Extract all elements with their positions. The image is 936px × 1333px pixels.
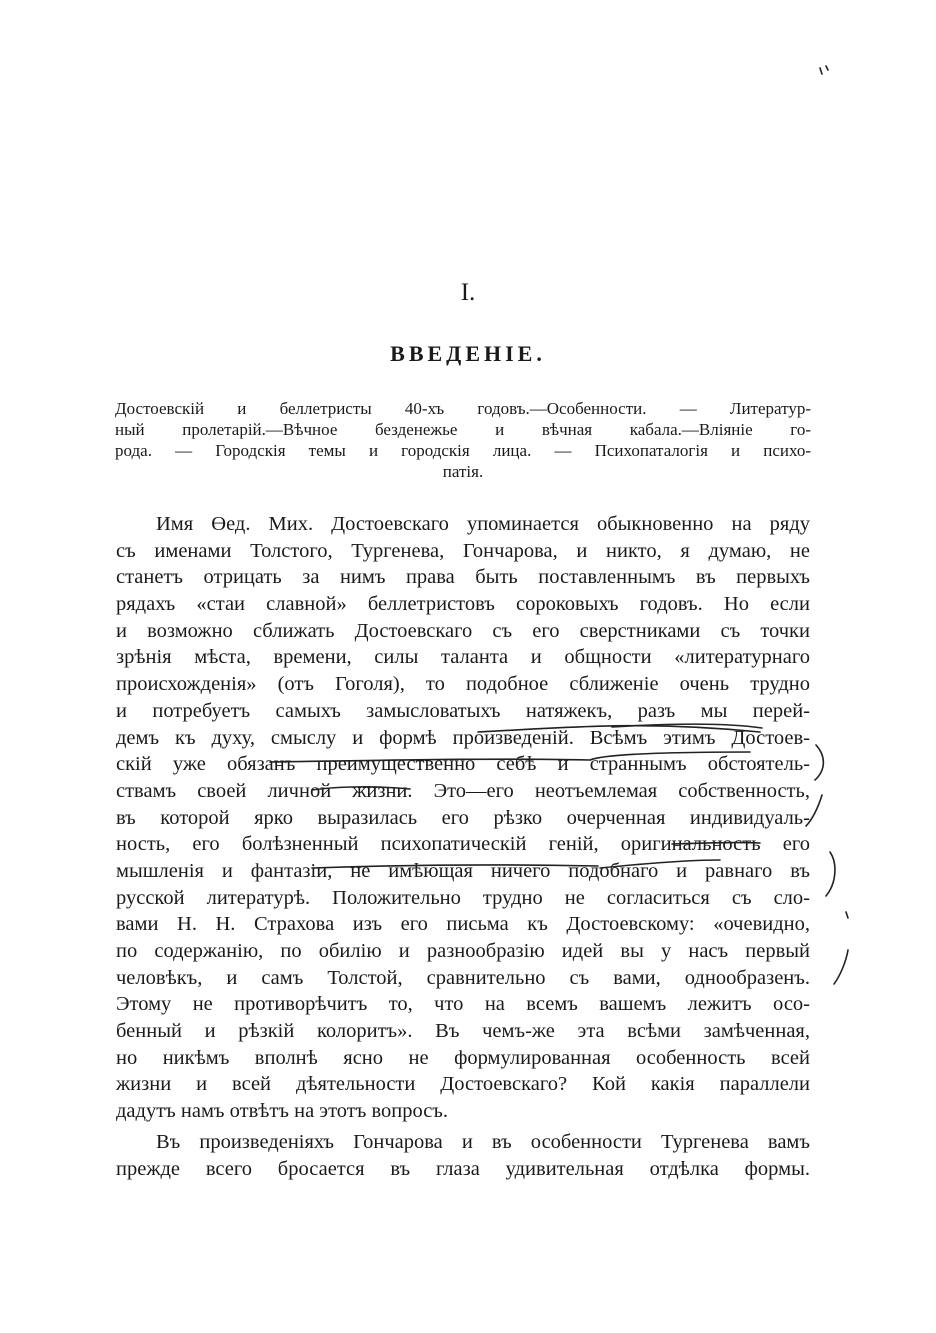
- text-line: скій уже обязанъ преимущественно себѣ и страннымъ обстоятель-: [116, 753, 810, 776]
- text-line: станетъ отрицать за нимъ права быть поставленнымъ въ первыхъ: [116, 566, 810, 589]
- text-line: ствамъ своей личной жизни. Это—его неотъемлемая собственность,: [116, 779, 810, 802]
- text-line: жизни и всей дѣятельности Достоевскаго? Кой какія параллели: [116, 1073, 810, 1096]
- text-line: съ именами Толстого, Тургенева, Гончарова, и никто, я думаю, не: [116, 539, 810, 562]
- margin-mark: [826, 852, 835, 896]
- text-line: прежде всего бросается въ глаза удивительная отдѣлка формы.: [116, 1157, 810, 1180]
- text-line: ность, его болѣзненный психопатическій геній, оригинальность его: [116, 833, 810, 856]
- chapter-title: ВВЕДЕНІЕ.: [390, 341, 546, 366]
- text-line: но никѣмъ вполнѣ ясно не формулированная особенность всей: [116, 1046, 810, 1069]
- margin-mark: [815, 745, 823, 780]
- summary-line: рода. — Городскія темы и городскія лица. — Психопаталогія и психо-: [115, 441, 811, 460]
- text-line: и потребуетъ самыхъ замысловатыхъ натяжекъ, разъ мы перей-: [116, 699, 810, 722]
- text-line: бенный и рѣзкій колоритъ». Въ чемъ-же эта всѣми замѣченная,: [116, 1020, 810, 1043]
- margin-mark: [834, 950, 848, 984]
- summary-line: Достоевскій и беллетристы 40-хъ годовъ.—Особенности. — Литератур-: [115, 399, 811, 418]
- summary-line: патія.: [442, 462, 484, 481]
- text-line: вами Н. Н. Страхова изъ его письма къ Достоевскому: «очевидно,: [116, 913, 810, 936]
- chapter-number: I.: [460, 279, 476, 306]
- text-line: зрѣнія мѣста, времени, силы таланта и общности «литературнаго: [116, 646, 810, 669]
- text-line: дадутъ намъ отвѣтъ на этотъ вопросъ.: [116, 1100, 449, 1123]
- text-line: по содержанію, по обилію и разнообразію идей вы у насъ первый: [116, 940, 810, 962]
- text-line: демъ къ духу, смыслу и формѣ произведеній. Всѣмъ этимъ Достоев-: [116, 726, 810, 749]
- text-line: и возможно сближать Достоевскаго съ его сверстниками съ точки: [116, 619, 810, 642]
- text-line: Имя Өед. Мих. Достоевскаго упоминается обыкновенно на ряду: [156, 513, 810, 535]
- text-line: Въ произведеніяхъ Гончарова и въ особенности Тургенева вамъ: [156, 1130, 810, 1153]
- text-line: происхожденія» (отъ Гоголя), то подобное сближеніе очень трудно: [116, 673, 810, 696]
- text-line: человѣкъ, и самъ Толстой, сравнительно съ вами, однообразенъ.: [116, 966, 810, 989]
- summary-line: ный пролетарій.—Вѣчное безденежье и вѣчная кабала.—Вліяніе го-: [115, 420, 811, 439]
- body-text: [116, 511, 810, 1182]
- margin-mark: [820, 66, 828, 74]
- text-line: рядахъ «стаи славной» беллетристовъ сороковыхъ годовъ. Но если: [116, 593, 810, 616]
- text-line: мышленія и фантазіи, не имѣющая ничего подобнаго и равнаго въ: [116, 859, 810, 882]
- text-line: русской литературѣ. Положительно трудно не согласиться съ сло-: [116, 886, 810, 909]
- chapter-summary: [115, 398, 811, 482]
- text-line: Этому не противорѣчитъ то, что на всемъ вашемъ лежитъ осо-: [116, 993, 810, 1016]
- margin-mark: [846, 912, 848, 918]
- text-line: въ которой ярко выразилась его рѣзко очерченная индивидуаль-: [116, 806, 810, 829]
